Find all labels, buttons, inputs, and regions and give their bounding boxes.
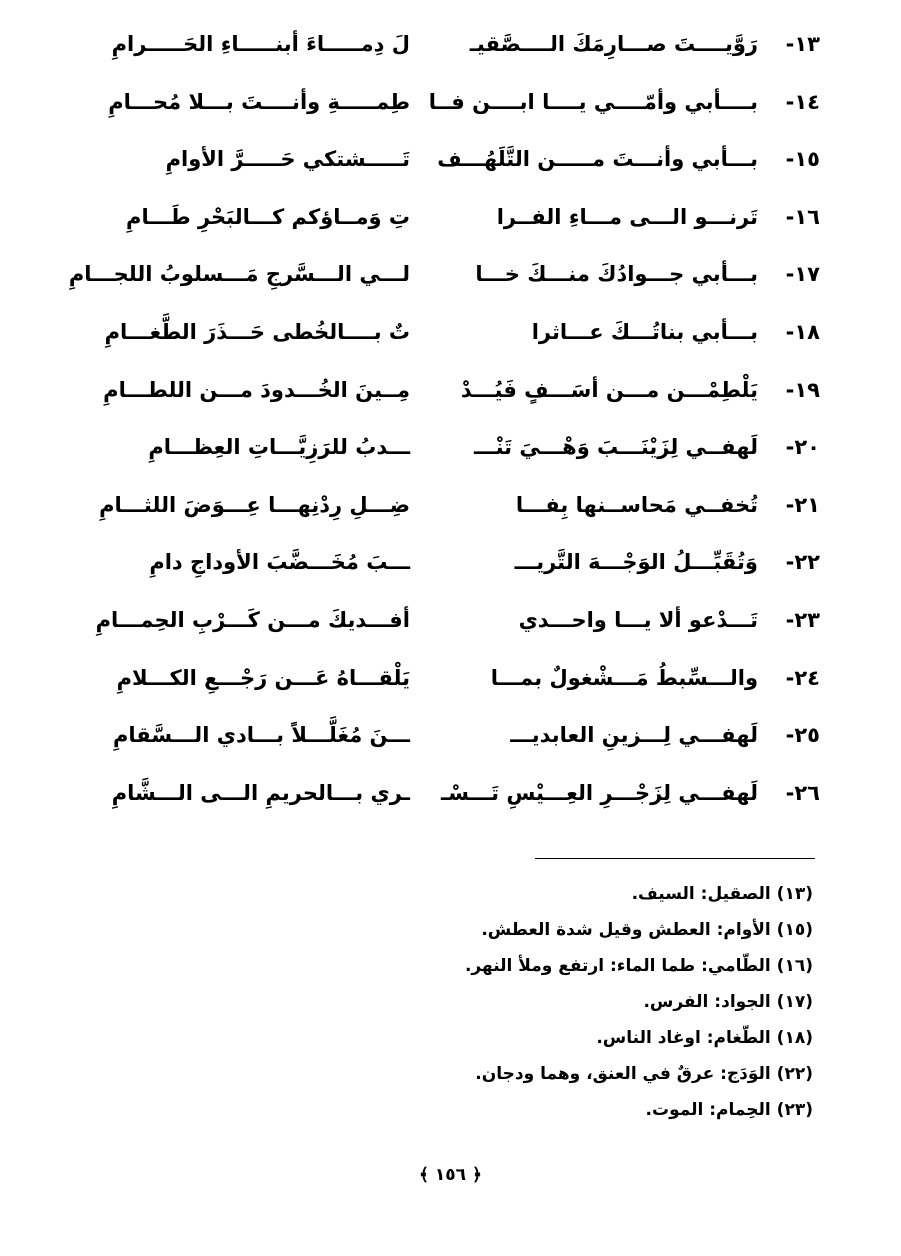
verse-first-hemistich: رَوَّيــــتَ صـــارِمَكَ الــــصَّقيـ — [469, 32, 758, 56]
footnote: (١٥) الأوام: العطش وقيل شدة العطش. — [481, 920, 813, 940]
verse-first-hemistich: بــــأبي وأمّــــي يــــا ابــــن فــا — [428, 89, 758, 114]
verse-second-hemistich: أفـــديكَ مـــن كَـــرْبِ الحِمـــامِ — [95, 607, 410, 632]
footnote: (١٧) الجواد: الفرس. — [643, 992, 813, 1012]
verse-first-hemistich: بـــأبي وأنـــتَ مـــــن التَّلَهُـــف — [437, 147, 758, 172]
verse-number: ٢٣- — [785, 607, 820, 632]
verse-first-hemistich: تَرنـــو الـــى مـــاءِ الفــرا — [496, 204, 758, 229]
verse-number: ٢٠- — [785, 435, 820, 460]
verse-line — [60, 598, 820, 656]
verse-first-hemistich: بـــأبي جـــوادُكَ منـــكَ خـــا — [475, 262, 758, 287]
verse-second-hemistich: يَلْقـــاهُ عَـــن رَجْـــعِ الكـــلامِ — [116, 665, 410, 690]
verse-line — [60, 771, 820, 829]
verse-first-hemistich: والـــسِّبطُ مَـــشْغولٌ بمـــا — [490, 665, 758, 690]
verse-line — [60, 713, 820, 771]
footnote: (١٦) الطّامي: طما الماء: ارتفع وملأ النهر. — [464, 956, 813, 976]
verse-line — [60, 80, 820, 138]
verse-first-hemistich: لَهفـــي لِزَجْـــرِ العِـــيْسِ تَـــسْـ — [441, 780, 758, 805]
verse-number: ٢٥- — [785, 723, 820, 748]
verse-number: ١٣- — [785, 32, 820, 56]
verse-second-hemistich: ـري بـــالحريمِ الـــى الـــشَّامِ — [111, 780, 410, 805]
verse-line — [60, 195, 820, 253]
poem-verses — [60, 22, 820, 828]
verse-number: ١٩- — [785, 377, 820, 402]
footnotes — [293, 876, 813, 1128]
verse-first-hemistich: وَتُقَبِّـــلُ الوَجْـــهَ التَّريـــ — [514, 550, 758, 575]
verse-number: ١٤- — [785, 89, 820, 114]
verse-line — [60, 483, 820, 541]
verse-line — [60, 368, 820, 426]
verse-number: ٢١- — [785, 492, 820, 517]
verse-number: ٢٢- — [785, 550, 820, 575]
verse-number: ١٧- — [785, 262, 820, 287]
verse-number: ٢٦- — [785, 780, 820, 805]
verse-first-hemistich: يَلْطِمْـــن مـــن أسَـــفٍ فَيُـــدْ — [460, 377, 758, 402]
verse-second-hemistich: لـــي الـــسَّرجِ مَـــسلوبُ اللجـــامِ — [68, 262, 410, 287]
footnote: (٢٣) الحِمام: الموت. — [645, 1100, 813, 1120]
verse-first-hemistich: بـــأبي بناتُـــكَ عـــاثرا — [531, 319, 758, 344]
verse-line — [60, 22, 820, 80]
verse-number: ١٨- — [785, 319, 820, 344]
page-number: ﴿ ١٥٦ ﴾ — [419, 1165, 482, 1185]
verse-second-hemistich: ضِـــلِ رِدْنِهـــا عِـــوَضَ اللثـــامِ — [99, 492, 410, 517]
footnote-divider — [535, 858, 815, 859]
verse-second-hemistich: ـــنَ مُغَلَّـــلاً بـــادي الـــسَّقامِ — [113, 723, 410, 748]
verse-second-hemistich: مِــينَ الخُـــدودَ مـــن اللطـــامِ — [103, 377, 410, 402]
footnote: (٢٢) الوَدَج: عرقٌ في العنق، وهما ودجان. — [475, 1064, 813, 1084]
verse-second-hemistich: ـــبَ مُخَـــضَّبَ الأوداجِ دامِ — [149, 550, 410, 575]
verse-second-hemistich: تِ وَمــاؤكم كـــالبَحْرِ طَـــامِ — [126, 204, 410, 229]
verse-first-hemistich: لَهفـــي لِـــزينِ العابديـــ — [510, 723, 758, 748]
footnote: (١٣) الصقيل: السيف. — [631, 884, 813, 904]
verse-second-hemistich: طِمـــــةِ وأنــــتَ بـــلا مُحـــامِ — [108, 89, 410, 114]
verse-line — [60, 137, 820, 195]
verse-second-hemistich: تَـــــشتكي حَـــــرَّ الأوامِ — [165, 147, 410, 172]
verse-first-hemistich: تَـــدْعو ألا يـــا واحـــدي — [518, 607, 758, 632]
verse-line — [60, 540, 820, 598]
verse-second-hemistich: تٌ بــــالخُطى حَـــذَرَ الطَّغـــامِ — [104, 319, 410, 344]
verse-first-hemistich: لَهفــي لِزَيْنَـــبَ وَهْـــيَ تَنْـــ — [474, 435, 758, 460]
verse-number: ١٥- — [785, 147, 820, 172]
verse-second-hemistich: لَ دِمـــــاءَ أبنـــــاءِ الحَـــــرامِ — [111, 32, 410, 56]
verse-number: ٢٤- — [785, 665, 820, 690]
verse-line — [60, 425, 820, 483]
verse-second-hemistich: ـــدبُ للرَزِيَّـــاتِ العِظـــامِ — [148, 435, 410, 460]
verse-line — [60, 252, 820, 310]
verse-first-hemistich: تُخفــي مَحاســنها بِفـــا — [515, 492, 758, 517]
verse-number: ١٦- — [785, 204, 820, 229]
verse-line — [60, 656, 820, 714]
footnote: (١٨) الطّغام: اوغاد الناس. — [596, 1028, 813, 1048]
verse-line — [60, 310, 820, 368]
